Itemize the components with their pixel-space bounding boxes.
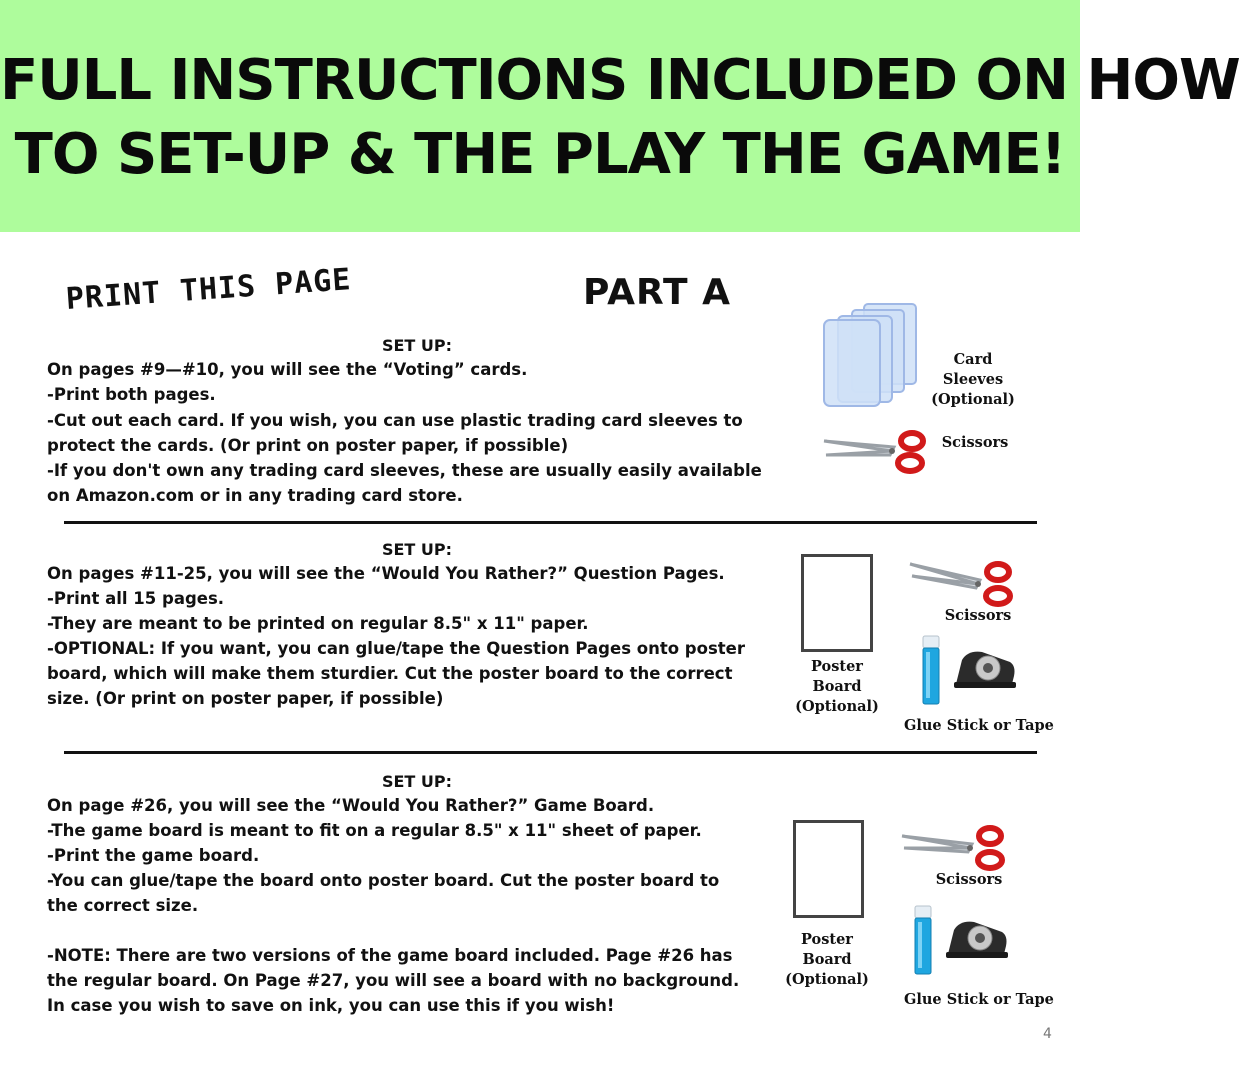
instruction-line: the regular board. On Page #27, you will see a board with no background. <box>47 971 740 990</box>
glue-stick-or-tape-label: Glue Stick or Tape <box>904 717 1054 734</box>
instruction-line: the correct size. <box>47 896 199 915</box>
card-sleeves-label <box>928 350 1018 410</box>
banner-title-line-1: FULL INSTRUCTIONS INCLUDED ON HOW <box>0 48 1240 113</box>
poster-board-label <box>780 930 874 990</box>
label-line: Poster <box>801 931 853 948</box>
instruction-line: On page #26, you will see the “Would You Rather?” Game Board. <box>47 796 655 815</box>
scissors-icon <box>900 822 1006 872</box>
label-line: Poster <box>811 658 863 675</box>
scissors-label: Scissors <box>935 871 1003 888</box>
instruction-line: -Print all 15 pages. <box>47 589 225 608</box>
instruction-line: -The game board is meant to fit on a regular 8.5" x 11" sheet of paper. <box>47 821 702 840</box>
banner-title-line-2: TO SET-UP & THE PLAY THE GAME! <box>14 122 1066 187</box>
section-divider <box>64 521 1037 524</box>
scissors-icon <box>908 558 1014 608</box>
instruction-line: protect the cards. (Or print on poster paper, if possible) <box>47 436 569 455</box>
setup-heading: SET UP: <box>381 336 453 355</box>
print-this-page-title: PRINT THIS PAGE <box>64 262 353 317</box>
glue-stick-or-tape-label: Glue Stick or Tape <box>904 991 1054 1008</box>
instruction-line: board, which will make them sturdier. Cut the poster board to the correct <box>47 664 733 683</box>
instruction-line: size. (Or print on poster paper, if possible) <box>47 689 444 708</box>
instruction-line: -Print the game board. <box>47 846 260 865</box>
instruction-line: -OPTIONAL: If you want, you can glue/tape the Question Pages onto poster <box>47 639 745 658</box>
section-divider <box>64 751 1037 754</box>
instruction-line: -They are meant to be printed on regular 8.5" x 11" paper. <box>47 614 589 633</box>
instruction-line: On pages #9—#10, you will see the “Voting” cards. <box>47 360 528 379</box>
poster-board-icon <box>793 820 864 918</box>
instruction-line: -You can glue/tape the board onto poster board. Cut the poster board to <box>47 871 720 890</box>
title-banner <box>0 0 1240 232</box>
poster-board-icon <box>801 554 873 652</box>
instruction-line: -Cut out each card. If you wish, you can use plastic trading card sleeves to <box>47 411 743 430</box>
instruction-line: In case you wish to save on ink, you can use this if you wish! <box>47 996 615 1015</box>
setup-heading: SET UP: <box>381 540 453 559</box>
glue-stick-icon <box>920 636 942 706</box>
label-line: Card <box>953 351 993 368</box>
label-line: Board <box>812 678 862 695</box>
instruction-line: -Print both pages. <box>47 385 216 404</box>
scissors-label: Scissors <box>941 434 1009 451</box>
instruction-line: -If you don't own any trading card sleeves, these are usually easily available <box>47 461 762 480</box>
label-line: (Optional) <box>785 971 869 988</box>
tape-dispenser-icon <box>944 916 1012 960</box>
glue-stick-icon <box>912 906 934 976</box>
poster-board-label <box>790 657 884 717</box>
tape-dispenser-icon <box>952 646 1020 690</box>
part-title: PART A <box>583 272 731 313</box>
label-line: (Optional) <box>931 391 1015 408</box>
page-number: 4 <box>1043 1026 1052 1042</box>
instruction-line: on Amazon.com or in any trading card store. <box>47 486 463 505</box>
label-line: Sleeves <box>942 371 1004 388</box>
scissors-label: Scissors <box>944 607 1012 624</box>
scissors-icon <box>822 425 928 475</box>
label-line: (Optional) <box>795 698 879 715</box>
label-line: Board <box>802 951 852 968</box>
instruction-line: -NOTE: There are two versions of the game board included. Page #26 has <box>47 946 733 965</box>
setup-heading: SET UP: <box>381 772 453 791</box>
card-sleeves-icon <box>818 298 933 413</box>
instruction-line: On pages #11-25, you will see the “Would You Rather?” Question Pages. <box>47 564 725 583</box>
